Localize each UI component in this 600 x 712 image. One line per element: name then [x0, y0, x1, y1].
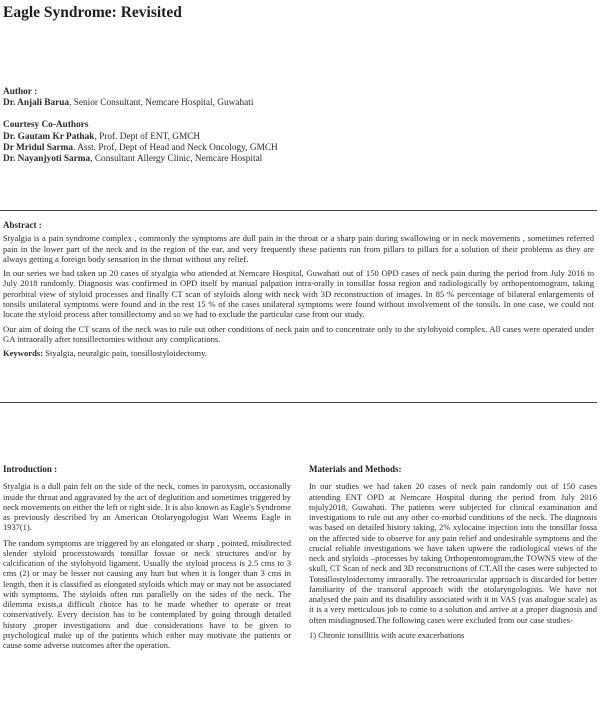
materials-paragraph: In our studies we had taken 20 cases of neck pain randomly out of 150 cases attending ENT OPD at Nemcare Hospital during the period from July 2016 tojuly2018, Guwahati. The patients were subjected for clinical examination and investigations to rule out any other co-morbid conditions of the neck. The diagnosis was based on detailed history taking, 2% xylocaine injection into the tonsillar fossa on the affected side to observe for any pain relief and undesirable symptoms and the crucial reliable investigations we have taken upwere the radiological views of the neck and styloids –processes by taking Orthopentomogram,the TOWNS view of the skull, CT Scan of neck and 3D reconstructions of CT.All the cases were subjected to Tonsillostyloidectomy intraorally. The retroauricular approach is discarded for better familiarity of the transoral approach with the otolaryngologists. We have not analysed the pain and its disability associated with it in VAS (vas analogue scale) as it is a very meticulous job to come to a solution and arrive at a proper diagnosis and often misdiagnosed.The following cases were excluded from our case studies-	[309, 481, 597, 625]
coauthor-affiliation: , Prof. Dept of ENT, GMCH	[94, 131, 201, 142]
author-line	[3, 98, 593, 109]
coauthor-affiliation: . Asst. Prof, Dept of Head and Neck Oncology, GMCH	[73, 142, 278, 153]
coauthor-name: Dr. Nayanjyoti Sarma	[3, 154, 91, 165]
materials-heading: Materials and Methods:	[309, 464, 402, 474]
introduction-section	[3, 464, 291, 655]
author-affiliation: , Senior Consultant, Nemcare Hospital, Guwahati	[69, 98, 254, 109]
paper-title: Eagle Syndrome: Revisited	[3, 4, 182, 21]
coauthor-line	[3, 143, 593, 154]
introduction-heading: Introduction :	[3, 464, 58, 474]
abstract-top-rule	[0, 210, 597, 211]
author-block	[3, 87, 593, 165]
abstract-label: Abstract :	[3, 220, 42, 230]
coauthor-name: Dr. Gautam Kr Pathak	[3, 131, 95, 142]
author-heading: Author :	[3, 87, 38, 97]
exclusion-item: 1) Chronic tonsillitis with acute exacerbations	[309, 629, 465, 640]
abstract-section	[3, 220, 594, 363]
coauthors-heading: Courtesy Co-Authors	[3, 120, 89, 131]
keywords-label: Keywords:	[3, 348, 44, 359]
abstract-paragraph: In our series we had taken up 20 cases of styalgia who attended at Nemcare Hospital, Guwahati out of 150 OPD cases of neck pain during the period from July 2016 to July 2018 randomly. Diagnosis was confirmed in OPD itself by manual palpation intra-orally in tonsillar fossa region and radiologically by orthopentomogram, taking perorbital view of styloid processes and finally CT scan of styloids along with neck with 3D reconstruction of images. In 85 % percentage of bilateral enlargements of tonsils unilateral symptoms were found and in the rest 15 % of the cases unilateral symptoms were found without involvement of the tonsils. In one case, we could not locate the styloid process after tonsillectomy and so we had to exclude the particular case from our study.	[3, 268, 594, 320]
introduction-paragraph: The random symptoms are triggered by an elongated or sharp , pointed, misdirected slender styloid processtowards tonsillar fossae or neck structures and/or by calcification of the stylohyoid ligament. Usually the styloid process is 2.5 cms to 3 cms (2) or may be lesser not causing any hurt but when it is longer than 3 cms in length, then it is classified as elongated styloids which may or may not be associated with symptoms. The styloids often run parallelly on the sides of the neck. The dilemma exists,a difficult choice has to be made whether to operate or treat conservatively. Every decision has to be contemplated by going through detailed history ,proper investigations and due considerations have to be given to psychological make up of the patients which either may motivate the patients or cause some adverse outcomes after the operation.	[3, 537, 291, 650]
author-name: Dr. Anjali Barua	[3, 98, 70, 109]
keywords-text: Styalgia, neuralgic pain, tonsillostyloidectomy.	[43, 348, 207, 359]
keywords-line	[3, 348, 594, 358]
abstract-paragraph: Our aim of doing the CT scans of the neck was to rule out other conditions of neck pain and to concentrate only to the stylohyoid complex. All cases were operated under GA intraorally after tonsillectomies without any complications.	[3, 323, 594, 344]
coauthor-line	[3, 154, 593, 165]
coauthor-name: Dr Mridul Sarma	[3, 142, 74, 153]
introduction-paragraph: Styalgia is a dull pain felt on the side of the neck, comes in paroxysm, occasionally inside the throat and aggravated by the act of deglutition and sometimes triggered by neck movements on either the left or right side. It is also known as Eagle's Syndrome as previously described by an American Otolaryngologist Watt Weems Eagle in 1937(1).	[3, 481, 291, 533]
abstract-paragraph: Styalgia is a pain syndrome complex , commonly the symptoms are dull pain in the throat or a sharp pain during swallowing or in neck movements , sometimes referred pain in the lower part of the neck and in the region of the ear, and very frequently these patients run from pillars to pillars for a solution of their problems as they are always getting a foreign body sensation in the throat without any relief.	[3, 233, 594, 264]
abstract-bottom-rule	[0, 402, 597, 403]
coauthor-affiliation: , Consultant Allergy Clinic, Nemcare Hospital	[90, 154, 263, 165]
coauthor-line	[3, 132, 593, 143]
materials-methods-section	[309, 464, 597, 645]
